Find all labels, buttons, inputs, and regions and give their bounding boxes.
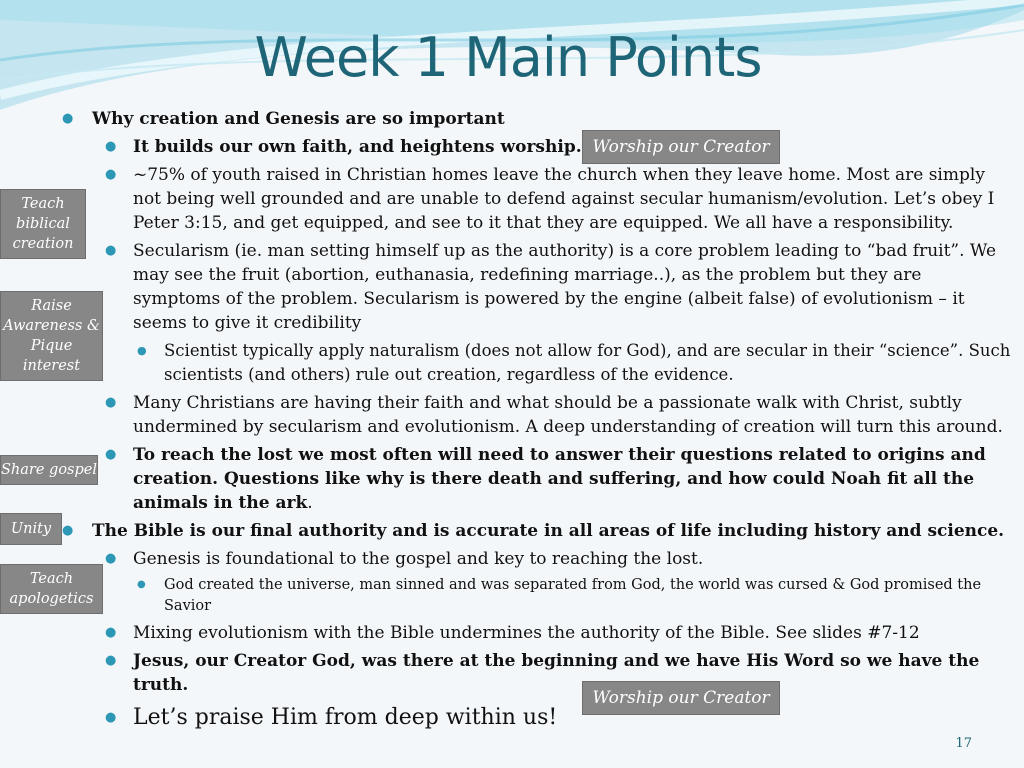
bullet-icon: ● (105, 447, 117, 462)
bullet-icon: ● (105, 243, 117, 258)
tag-teach-biblical-creation: Teach biblical creation (0, 189, 86, 259)
bullet-icon: ● (105, 710, 117, 725)
bullet-icon: ● (105, 395, 117, 410)
list-item: ● Secularism (ie. man setting himself up as the authority) is a core problem leading to “bad fruit”. We may see the fruit (abortion, euthanasia, redefining marriage..), as the problem but they are symptoms of the problem. Secularism is powered by the engine (albeit false) of evolutionism – it seems to give it credibility (105, 241, 997, 333)
bullet-icon: ● (105, 551, 117, 566)
list-item: ● God created the universe, man sinned and was separated from God, the world was cursed & God promised the Savior (62, 575, 1012, 617)
list-item: ● Many Christians are having their faith and what should be a passionate walk with Christ, subtly undermined by secularism and evolutionism. A deep understanding of creation will turn this around. (105, 393, 1003, 437)
bullet-icon: ● (137, 579, 146, 590)
tag-worship-top: Worship our Creator (582, 130, 780, 164)
bullet-icon: ● (62, 523, 74, 538)
bullet-list (62, 107, 1012, 737)
list-item: ● Why creation and Genesis are so important (62, 109, 505, 129)
list-item: ● The Bible is our final authority and is accurate in all areas of life including history and science. (62, 521, 1005, 541)
list-item: ● It builds our own faith, and heightens worship. (105, 137, 582, 157)
page-title: Week 1 Main Points (254, 26, 762, 89)
bullet-icon: ● (105, 139, 117, 154)
page-number: 17 (955, 736, 972, 751)
bullet-icon: ● (105, 167, 117, 182)
bullet-icon: ● (137, 344, 147, 357)
bullet-icon: ● (105, 625, 117, 640)
list-item: ● Mixing evolutionism with the Bible undermines the authority of the Bible. See slides #7-12 (105, 623, 920, 643)
tag-worship-bottom: Worship our Creator (582, 681, 780, 715)
list-item: ● ~75% of youth raised in Christian homes leave the church when they leave home. Most are simply not being well grounded and are unable to defend against secular humanism/evolution. Let’s obey I Peter 3:15, and get equipped, and see to it that they are equipped. We all have a responsibility. (105, 165, 995, 233)
list-item: ● To reach the lost we most often will need to answer their questions related to origins and creation. Questions like why is there death and suffering, and how could Noah fit all the animals in the ark. (105, 445, 986, 513)
tag-unity: Unity (0, 513, 62, 545)
list-item: ● Genesis is foundational to the gospel and key to reaching the lost. (105, 549, 704, 569)
tag-raise-awareness: Raise Awareness & Pique interest (0, 291, 103, 381)
bullet-icon: ● (62, 111, 74, 126)
list-item: ● Jesus, our Creator God, was there at the beginning and we have His Word so we have the truth. (105, 651, 980, 695)
tag-teach-apologetics: Teach apologetics (0, 564, 103, 614)
list-item: ● Scientist typically apply naturalism (does not allow for God), and are secular in their “science”. Such scientists (and others) rule out creation, regardless of the evidence. (137, 341, 1011, 384)
list-item: ● Let’s praise Him from deep within us! (62, 703, 1012, 733)
bullet-icon: ● (105, 653, 117, 668)
tag-share-gospel: Share gospel (0, 455, 98, 485)
